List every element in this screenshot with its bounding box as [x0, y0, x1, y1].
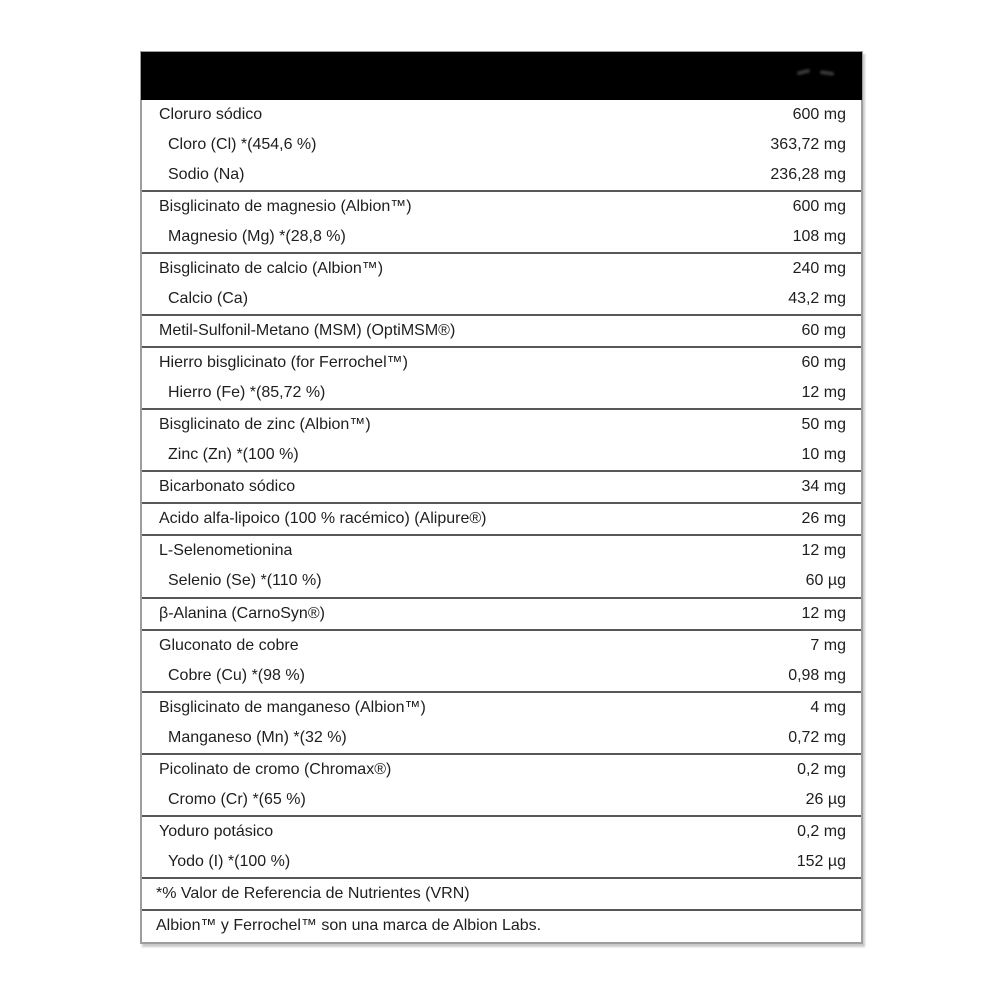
faint-print-artifact — [797, 68, 811, 75]
ingredients-table — [142, 100, 861, 941]
amount-value: 26 µg — [805, 790, 846, 808]
amount-value: 26 mg — [801, 510, 846, 528]
ingredient-label: Bisglicinato de calcio (Albion™) — [159, 261, 384, 278]
amount-value: 108 mg — [792, 228, 846, 246]
amount-value: 0,2 mg — [797, 822, 846, 840]
amount-value: 600 mg — [792, 198, 846, 216]
table-row — [142, 472, 861, 504]
amount-value: 0,72 mg — [788, 728, 846, 746]
table-row — [142, 440, 861, 472]
table-row — [142, 130, 861, 160]
ingredient-label: Hierro (Fe) *(85,72 %) — [168, 385, 326, 402]
table-row — [142, 222, 861, 254]
table-row — [142, 504, 861, 536]
table-row — [142, 723, 861, 755]
table-row — [142, 755, 861, 785]
panel-header-bar — [141, 52, 862, 100]
ingredient-label: Metil-Sulfonil-Metano (MSM) (OptiMSM®) — [159, 323, 456, 340]
ingredient-label: Bisglicinato de magnesio (Albion™) — [159, 199, 412, 216]
supplement-facts-panel — [140, 51, 863, 944]
ingredient-label: Calcio (Ca) — [168, 291, 249, 308]
table-row — [142, 661, 861, 693]
amount-value: 236,28 mg — [770, 166, 846, 184]
table-row — [142, 566, 861, 598]
table-row — [142, 284, 861, 316]
amount-value: 4 mg — [810, 698, 846, 716]
ingredient-label: Bisglicinato de zinc (Albion™) — [159, 417, 371, 434]
table-row — [142, 378, 861, 410]
amount-value: 600 mg — [792, 106, 846, 124]
ingredient-label: Zinc (Zn) *(100 %) — [168, 447, 299, 464]
amount-value: 60 mg — [801, 322, 846, 340]
footnote-text: Albion™ y Ferrochel™ son una marca de Albion Labs. — [156, 917, 542, 934]
amount-value: 12 mg — [801, 384, 846, 402]
table-row — [142, 536, 861, 566]
table-row — [142, 785, 861, 817]
ingredient-label: Manganeso (Mn) *(32 %) — [168, 729, 347, 746]
footnote-row — [142, 879, 861, 911]
table-row — [142, 316, 861, 348]
ingredient-label: L-Selenometionina — [159, 543, 293, 560]
table-row — [142, 847, 861, 879]
ingredient-label: Cromo (Cr) *(65 %) — [168, 791, 306, 808]
ingredient-label: Picolinato de cromo (Chromax®) — [159, 761, 392, 778]
faint-print-artifact — [820, 70, 834, 76]
table-row — [142, 160, 861, 192]
ingredient-label: Hierro bisglicinato (for Ferrochel™) — [159, 355, 408, 372]
ingredient-label: Bicarbonato sódico — [159, 479, 296, 496]
amount-value: 12 mg — [801, 542, 846, 560]
footnote-row — [142, 911, 861, 941]
ingredient-label: Cloruro sódico — [159, 107, 263, 124]
amount-value: 50 mg — [801, 416, 846, 434]
amount-value: 7 mg — [810, 636, 846, 654]
table-row — [142, 348, 861, 378]
amount-value: 152 µg — [796, 852, 846, 870]
amount-value: 43,2 mg — [788, 290, 846, 308]
ingredient-label: Magnesio (Mg) *(28,8 %) — [168, 229, 346, 246]
table-row — [142, 817, 861, 847]
ingredient-label: Sodio (Na) — [168, 167, 245, 184]
footnote-text: *% Valor de Referencia de Nutrientes (VRN) — [156, 885, 470, 902]
ingredient-label: Cobre (Cu) *(98 %) — [168, 667, 305, 684]
ingredient-label: Selenio (Se) *(110 %) — [168, 573, 322, 590]
amount-value: 0,98 mg — [788, 666, 846, 684]
ingredient-label: β-Alanina (CarnoSyn®) — [159, 605, 325, 622]
amount-value: 0,2 mg — [797, 760, 846, 778]
table-row — [142, 631, 861, 661]
amount-value: 60 µg — [805, 572, 846, 590]
ingredient-label: Cloro (Cl) *(454,6 %) — [168, 137, 317, 154]
table-row — [142, 192, 861, 222]
amount-value: 60 mg — [801, 354, 846, 372]
ingredient-label: Yodo (I) *(100 %) — [168, 853, 291, 870]
amount-value: 363,72 mg — [770, 136, 846, 154]
amount-value: 240 mg — [792, 260, 846, 278]
amount-value: 12 mg — [801, 604, 846, 622]
table-row — [142, 599, 861, 631]
table-row — [142, 410, 861, 440]
table-row — [142, 693, 861, 723]
table-row — [142, 100, 861, 130]
table-row — [142, 254, 861, 284]
ingredient-label: Ácido alfa-lipoico (100 % racémico) (Alipure®) — [159, 511, 487, 528]
amount-value: 34 mg — [801, 478, 846, 496]
ingredient-label: Bisglicinato de manganeso (Albion™) — [159, 699, 426, 716]
ingredient-label: Yoduro potásico — [159, 823, 274, 840]
amount-value: 10 mg — [801, 446, 846, 464]
ingredient-label: Gluconato de cobre — [159, 637, 299, 654]
